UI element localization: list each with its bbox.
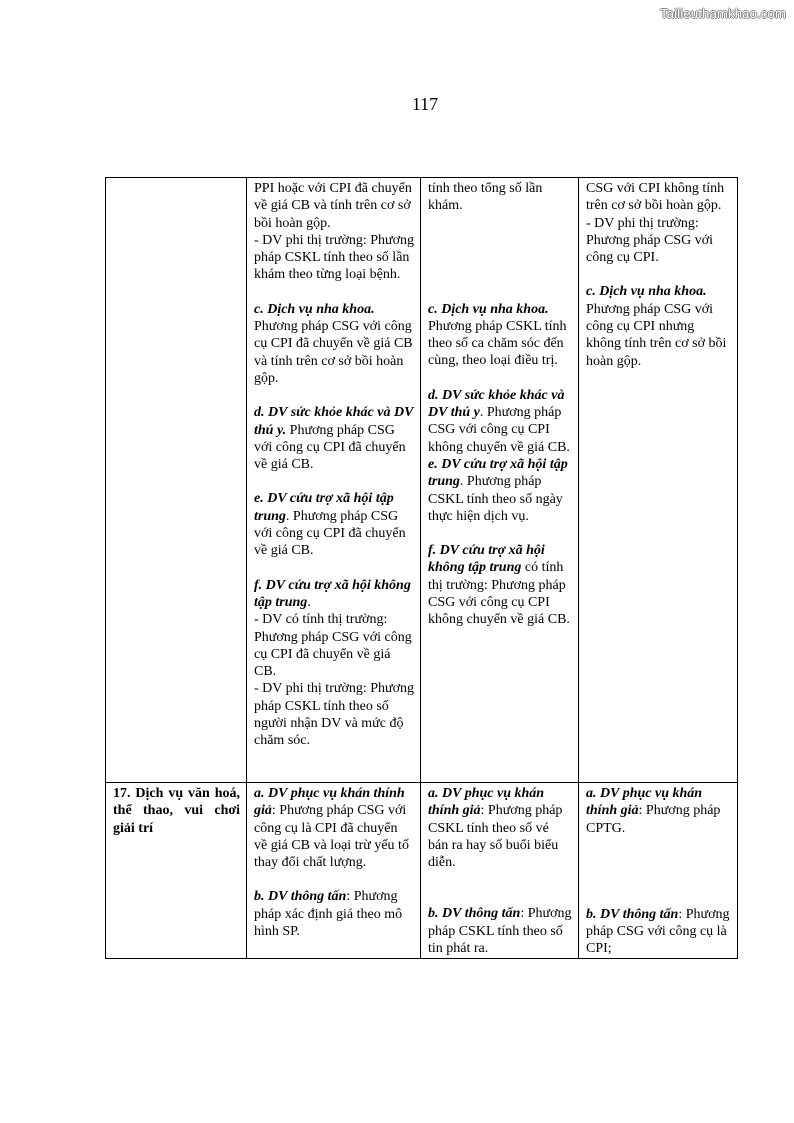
method-block: f. DV cứu trợ xã hội không tập trung có tính thị trường: Phương pháp CSG với công cụ CPI không chuyển về giá CB.	[428, 543, 570, 628]
method-cell	[421, 783, 579, 959]
method-block: c. Dịch vụ nha khoa. Phương pháp CSG với công cụ CPI nhưng không tính trên cơ sở bồi hoàn gộp.	[586, 284, 727, 369]
method-cell	[579, 178, 738, 783]
method-block: d. DV sức khỏe khác và DV thú y. Phương pháp CSG với công cụ CPI đã chuyển về giá CB.	[254, 405, 414, 473]
method-cell	[421, 178, 579, 783]
method-cell	[247, 783, 421, 959]
method-block: PPI hoặc với CPI đã chuyển về giá CB và tính trên cơ sở bồi hoàn gộp. - DV phi thị trường: Phương pháp CSKL tính theo số lần khám theo từng loại bệnh.	[254, 181, 415, 283]
sector-cell	[106, 178, 247, 783]
method-block: f. DV cứu trợ xã hội không tập trung. - DV có tính thị trường: Phương pháp CSG với công cụ CPI đã chuyển về giá CB. - DV phi thị trường: Phương pháp CSKL tính theo số người nhận DV và mức độ chăm sóc.	[254, 577, 415, 749]
table-row	[106, 783, 738, 959]
method-block: b. DV thông tấn: Phương pháp CSKL tính theo số tin phát ra.	[428, 906, 572, 957]
method-block: tính theo tổng số lần khám.	[428, 181, 543, 214]
method-block: d. DV sức khỏe khác và DV thú y. Phương pháp CSG với công cụ CPI không chuyển về giá CB.	[428, 387, 570, 455]
watermark: Tailieuthamkhao.com	[660, 6, 786, 21]
table-row	[106, 178, 738, 783]
method-block: c. Dịch vụ nha khoa. Phương pháp CSKL tính theo số ca chăm sóc đến cùng, theo loại điều trị.	[428, 301, 567, 369]
methods-table	[105, 177, 738, 959]
method-block: e. DV cứu trợ xã hội tập trung. Phương pháp CSG với công cụ CPI đã chuyển về giá CB.	[254, 491, 406, 559]
method-block: b. DV thông tấn: Phương pháp xác định giá theo mô hình SP.	[254, 889, 403, 940]
method-block: a. DV phục vụ khán thính giả: Phương pháp CSG với công cụ là CPI đã chuyển về giá CB và loại trừ yếu tố thay đổi chất lượng.	[254, 786, 409, 871]
method-cell	[247, 178, 421, 783]
method-cell	[579, 783, 738, 959]
page-number: 117	[411, 94, 439, 114]
method-block: e. DV cứu trợ xã hội tập trung. Phương pháp CSKL tính theo số ngày thực hiện dịch vụ.	[428, 456, 568, 524]
method-block: a. DV phục vụ khán thính giả: Phương pháp CPTG.	[586, 786, 721, 836]
method-block: CSG với CPI không tính trên cơ sở bồi hoàn gộp. - DV phi thị trường: Phương pháp CSG với công cụ CPI.	[586, 181, 725, 266]
sector-cell: 17. Dịch vụ văn hoá, thể thao, vui chơi giải trí	[106, 783, 247, 959]
method-block: b. DV thông tấn: Phương pháp CSG với công cụ là CPI;	[586, 906, 730, 957]
method-block: c. Dịch vụ nha khoa. Phương pháp CSG với công cụ CPI đã chuyển về giá CB và tính trên cơ sở bồi hoàn gộp.	[254, 301, 413, 386]
method-block: a. DV phục vụ khán thính giả: Phương pháp CSKL tính theo số vé bán ra hay số buổi biểu diễn.	[428, 786, 563, 871]
